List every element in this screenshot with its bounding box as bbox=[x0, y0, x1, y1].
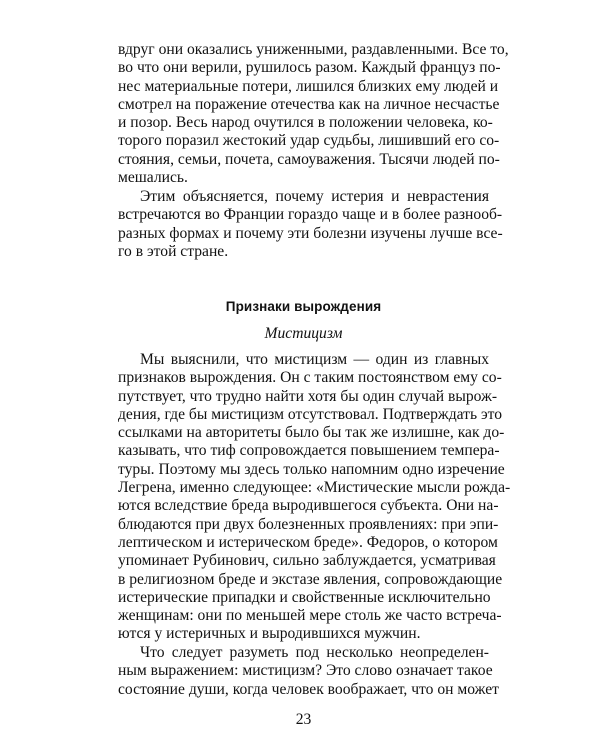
text-line: ссылками на авторитеты было бы так же излишне, как до- bbox=[118, 424, 505, 442]
text-line: женщинам: они по меньшей мере столь же часто встреча- bbox=[118, 607, 502, 625]
text-line: Мы выяснили, что мистицизм — один из главных bbox=[140, 351, 489, 368]
text-line: дения, где бы мистицизм отсутствовал. Подтверждать это bbox=[118, 405, 503, 423]
text-line: смотрел на поражение отечества как на личное несчастье bbox=[118, 95, 500, 113]
text-line: упоминает Рубинович, сильно заблуждается, усматривая bbox=[118, 552, 496, 570]
text-line: состояние души, когда человек воображает, что он может bbox=[118, 680, 499, 698]
text-line: ным выражением: мистицизм? Это слово означает такое bbox=[118, 662, 493, 680]
text-line: Легрена, именно следующее: «Мистические мысли рожда- bbox=[118, 479, 511, 497]
paragraph-3 bbox=[118, 351, 511, 644]
text-line: го в этой стране. bbox=[118, 242, 229, 260]
text-line: стояния, семьи, почета, самоуважения. Тысячи людей по- bbox=[118, 150, 500, 168]
text-line: во что они верили, рушилось разом. Каждый француз по- bbox=[118, 59, 501, 77]
paragraph-4 bbox=[118, 644, 499, 699]
text-line: мешались. bbox=[118, 169, 188, 187]
text-line: признаков вырождения. Он с таким постоянством ему со- bbox=[118, 369, 502, 387]
text-line: нес материальные потери, лишился близких ему людей и bbox=[118, 77, 499, 95]
text-line: лептическом и истерическом бреде». Федоров, о котором bbox=[118, 533, 498, 551]
text-line: блюдаются при двух болезненных проявлениях: при эпи- bbox=[118, 515, 499, 533]
section-heading: Признаки вырождения bbox=[225, 299, 382, 314]
subsection-heading: Мистицизм bbox=[264, 325, 343, 342]
paragraph-1 bbox=[118, 41, 509, 187]
text-line: истерические припадки и свойственные исключительно bbox=[118, 588, 491, 606]
text-line: ются вследствие бреда выродившегося субъекта. Они на- bbox=[118, 497, 499, 515]
text-line: туры. Поэтому мы здесь только напомним одно изречение bbox=[118, 460, 505, 478]
text-line: Что следует разуметь под несколько неопределен- bbox=[140, 644, 489, 661]
text-line: в религиозном бреде и экстазе явления, сопровождающие bbox=[118, 570, 503, 588]
text-line: Этим объясняется, почему истерия и неврастения bbox=[140, 188, 489, 205]
text-line: разных формах и почему эти болезни изучены лучше все- bbox=[118, 224, 503, 242]
page-number: 23 bbox=[295, 711, 312, 728]
text-line: казывать, что тиф сопровождается повышением темпера- bbox=[118, 442, 500, 460]
text-line: встречаются во Франции гораздо чаще и в более разнооб- bbox=[118, 206, 503, 224]
text-line: и позор. Весь народ очутился в положении человека, ко- bbox=[118, 114, 493, 132]
text-line: вдруг они оказались униженными, раздавленными. Все то, bbox=[118, 41, 509, 58]
text-line: путствует, что трудно найти хотя бы один случай вырож- bbox=[118, 387, 498, 405]
text-line: торого поразил жестокий удар судьбы, лишивший его со- bbox=[118, 132, 500, 150]
paragraph-2 bbox=[118, 188, 503, 261]
text-line: ются у истеричных и выродившихся мужчин. bbox=[118, 625, 421, 643]
